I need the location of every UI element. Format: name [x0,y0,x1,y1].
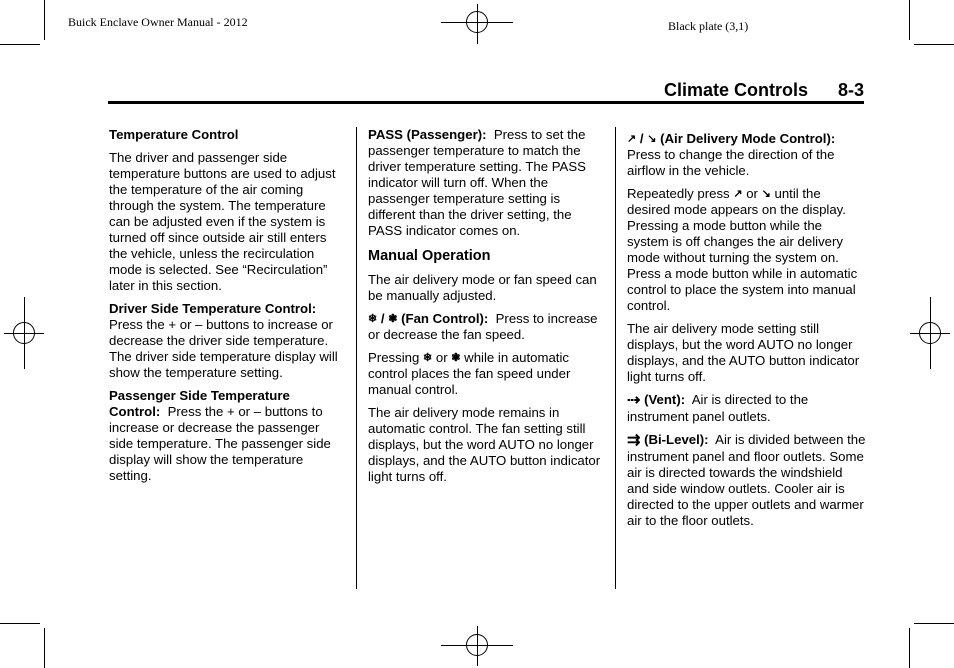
vent-body: Air is directed to the instrument panel outlets. [627,392,809,424]
air-delivery-down-icon: ↘ [761,188,771,200]
fan-high-icon: ❄ [422,352,433,364]
vent-label: (Vent): [644,392,686,407]
manual-operation-body: The air delivery mode or fan speed can be manually adjusted. [368,272,597,303]
bilevel-paragraph [627,432,867,529]
vent-paragraph [627,392,867,425]
pass-label: PASS (Passenger): [368,127,487,142]
air-delivery-label: (Air Delivery Mode Control): [660,131,836,146]
page-number: 8-3 [837,80,864,100]
section-header [108,80,864,102]
temperature-heading: Temperature Control [109,127,239,142]
crop-mark [909,0,910,40]
manual-title: Buick Enclave Owner Manual - 2012 [68,15,248,29]
column-left [109,127,341,491]
registration-mark [13,322,35,344]
column-divider [615,127,616,589]
crop-mark [0,623,40,624]
column-middle [368,127,608,492]
crop-mark [44,0,45,40]
temperature-body: The driver and passenger side temperature buttons are used to adjust the temperature of the air coming through the system. The temperature can be adjusted even if the system is turned off since outside air still enters the vehicle, unless the recirculation mode is selected. See “Recirculation” later in this section. [109,150,336,293]
driver-temp-label: Driver Side Temperature Control: [109,301,317,316]
pressing-or: or [435,350,448,365]
pressing-paragraph [368,350,608,398]
passenger-temp-body: Press the + or – buttons to increase or decrease the passenger side temperature. The passenger side display will show the temperature setting. [109,404,331,483]
driver-temp-body: Press the + or – buttons to increase or decrease the driver side temperature. The driver side temperature display will show the temperature setting. [109,317,338,380]
pressing-text-a: Pressing [368,350,420,365]
registration-mark [919,322,941,344]
column-divider [356,127,357,589]
pressing-text-b: while in automatic control places the fan speed under manual control. [368,350,571,397]
fan-low-icon: ❃ [388,313,398,325]
pass-paragraph [368,127,608,239]
bi-level-mode-icon: ⇉ [627,432,641,449]
crop-mark [0,44,40,45]
bilevel-label: (Bi-Level): [644,432,709,447]
air-delivery-body: Press to change the direction of the airflow in the vehicle. [627,147,835,178]
crop-mark [914,44,954,45]
fan-control-body: Press to increase or decrease the fan speed. [368,311,598,342]
auto-paragraph: The air delivery mode remains in automatic control. The fan setting still displays, but the word AUTO no longer displays, and the AUTO button indicator light turns off. [368,405,601,484]
passenger-temp-paragraph [109,388,341,484]
driver-temp-paragraph [109,301,341,381]
registration-mark [466,11,488,33]
pass-body: Press to set the passenger temperature to match the driver temperature setting. The PASS indicator will turn off. When the passenger temperature setting is different than the driver setting, the PASS indicator comes on. [368,127,586,238]
crop-mark [909,628,910,668]
crop-mark [914,623,954,624]
passenger-temp-label: Passenger Side Temperature Control: [109,388,290,419]
repeatedly-text-b: until the desired mode appears on the display. Pressing a mode button while the system is off changes the air delivery mode without turning the system on. Press a mode button while in automatic control to place the system into manual control. [627,186,858,313]
fan-slash: / [380,311,385,326]
air-delivery-slash: / [639,131,644,146]
section-title: Climate Controls [663,80,808,100]
vent-mode-icon: ⇢ [627,392,641,409]
crop-mark [44,628,45,668]
column-right [627,131,867,536]
repeatedly-paragraph [627,186,867,314]
registration-mark [466,634,488,656]
air-delivery-paragraph [627,131,867,179]
fan-high-icon: ❄ [368,313,378,325]
bilevel-body: Air is divided between the instrument panel and floor outlets. Some air is directed towards the windshield and side window outlets. Cooler air is directed to the upper outlets and warmer air to the floor outlets. [627,432,866,528]
still-displays-paragraph: The air delivery mode setting still displays, but the word AUTO no longer displays, and the AUTO button indicator light turns off. [627,321,860,384]
air-delivery-up-icon: ↗ [627,133,637,145]
page-title [664,80,864,101]
repeatedly-or: or [746,186,758,201]
fan-low-icon: ❃ [451,352,461,364]
fan-control-label: (Fan Control): [401,311,489,326]
title-rule [108,101,864,104]
plate-label: Black plate (3,1) [668,19,749,33]
fan-control-paragraph [368,311,608,343]
repeatedly-text-a: Repeatedly press [627,186,730,201]
manual-operation-heading: Manual Operation [368,248,491,264]
air-delivery-up-icon: ↗ [733,188,743,200]
air-delivery-down-icon: ↘ [647,133,657,145]
